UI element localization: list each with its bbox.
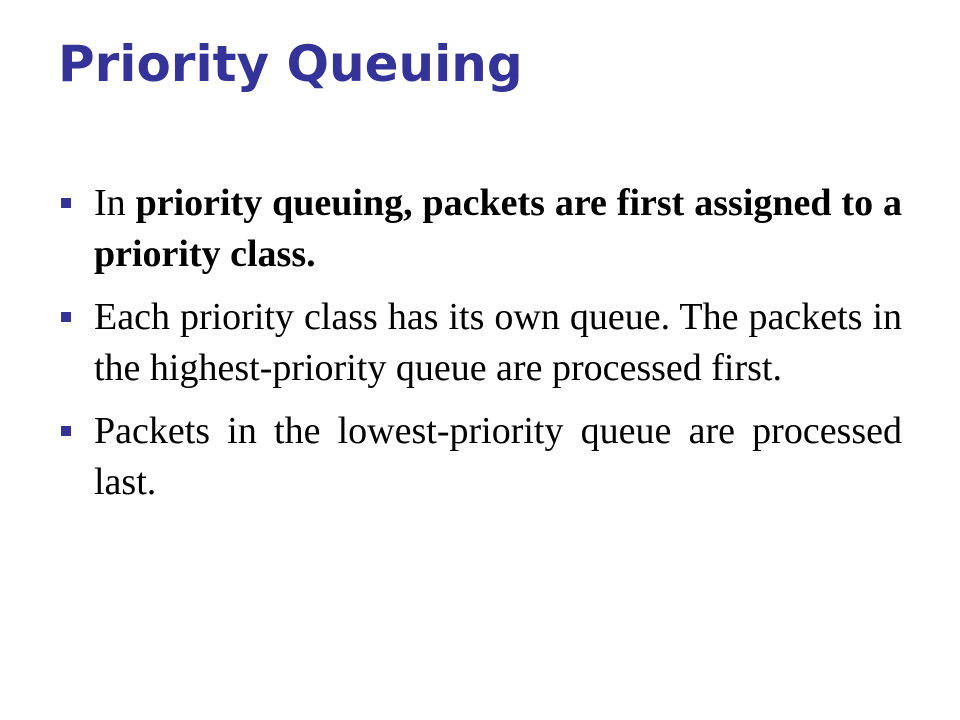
bullet-text: Packets in the lowest-priority queue are processed last.: [94, 410, 902, 503]
bullet-item: [58, 406, 902, 508]
bullet-text-bold: priority queuing, packets are first assigned to a priority class.: [94, 182, 903, 275]
bullet-text-plain: In: [94, 182, 136, 224]
square-bullet-icon: [61, 426, 71, 436]
bullet-item: [58, 292, 902, 394]
slide-title: Priority Queuing: [58, 35, 523, 93]
square-bullet-icon: [61, 198, 71, 208]
bullet-item: [58, 178, 902, 280]
bullet-list: [58, 178, 902, 520]
bullet-text: Each priority class has its own queue. The packets in the highest-priority queue are processed first.: [94, 296, 902, 389]
square-bullet-icon: [61, 312, 71, 322]
